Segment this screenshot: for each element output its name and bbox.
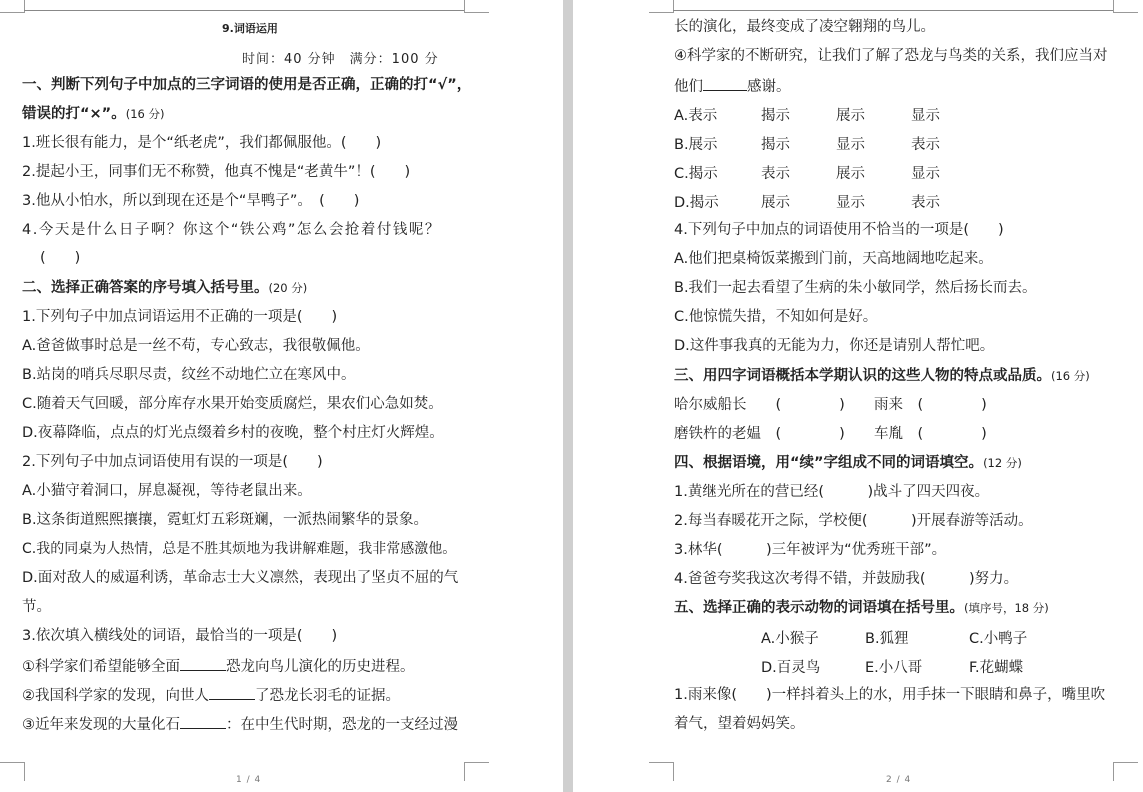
option-word: 揭示 <box>761 108 790 124</box>
question-1-4-bracket: ( ) <box>40 250 81 266</box>
animal-choice: D.百灵鸟 <box>761 660 821 676</box>
section-2-title-text: 二、选择正确答案的序号填入括号里。 <box>22 280 269 296</box>
question-5-1-cont: 着气，望着妈妈笑。 <box>674 716 805 732</box>
animal-choice: A.小猴子 <box>761 631 819 647</box>
person-row-2b: 车胤 ( ) <box>874 426 987 442</box>
person-row-1b: 雨来 ( ) <box>874 397 987 413</box>
blank-sentence-2: ②我国科学家的发现，向世人 了恐龙长羽毛的证据。 <box>22 684 400 706</box>
crop-mark <box>464 762 489 781</box>
animal-choice: B.狐狸 <box>865 631 909 647</box>
crop-mark <box>0 0 25 13</box>
option-word: 展示 <box>836 166 865 182</box>
option-2-4-d: D.这件事我真的无能为力，你还是请别人帮忙吧。 <box>674 338 995 354</box>
question-4-4: 4.爸爸夸奖我这次考得不错，并鼓励我( )努力。 <box>674 571 1019 587</box>
question-1-2: 2.提起小王，同事们无不称赞，他真不愧是“老黄牛”！( ) <box>22 164 411 180</box>
page-number: 1 / 4 <box>236 775 262 785</box>
option-2-1-a: A.爸爸做事时总是一丝不苟，专心致志，我很敬佩他。 <box>22 338 370 354</box>
option-2-1-b: B.站岗的哨兵尽职尽责，纹丝不动地伫立在寒风中。 <box>22 367 356 383</box>
section-5-title <box>674 598 1049 618</box>
section-4-score: (12 分) <box>983 456 1022 470</box>
question-1-3: 3.他从小怕水，所以到现在还是个“旱鸭子”。 ( ) <box>22 193 360 209</box>
question-4-1: 1.黄继光所在的营已经( )战斗了四天四夜。 <box>674 484 990 500</box>
section-3-score: (16 分) <box>1051 369 1090 383</box>
page-number: 2 / 4 <box>886 775 912 785</box>
question-1-1: 1.班长很有能力，是个“纸老虎”，我们都佩服他。( ) <box>22 135 382 151</box>
option-word: 展示 <box>761 195 790 211</box>
question-2-1: 1.下列句子中加点词语运用不正确的一项是( ) <box>22 309 338 325</box>
option-2-2-d-cont: 节。 <box>22 599 51 615</box>
blank-sentence-1: ①科学家们希望能够全面 恐龙向鸟儿演化的历史进程。 <box>22 655 415 677</box>
option-word: 显示 <box>911 166 940 182</box>
person-row-1a: 哈尔威船长 ( ) <box>674 397 845 413</box>
option-2-1-d: D.夜幕降临，点点的灯光点缀着乡村的夜晚，整个村庄灯火辉煌。 <box>22 425 444 441</box>
question-2-2: 2.下列句子中加点词语使用有误的一项是( ) <box>22 454 323 470</box>
time-score-info: 时间：40 分钟 满分：100 分 <box>242 52 439 67</box>
section-1-title-cont <box>22 104 164 124</box>
crop-mark <box>0 762 25 781</box>
section-3-title <box>674 366 1090 386</box>
option-word: 显示 <box>836 137 865 153</box>
crop-mark <box>1113 762 1138 781</box>
question-2-4: 4.下列句子中加点的词语使用不恰当的一项是( ) <box>674 222 1004 238</box>
section-5-score: (填序号，18 分) <box>964 601 1049 615</box>
blank-sentence-4-cont: 他们 感谢。 <box>674 75 791 97</box>
crop-mark <box>649 0 674 13</box>
question-4-2: 2.每当春暖花开之际，学校便( )开展春游等活动。 <box>674 513 1033 529</box>
header-line <box>673 10 1113 11</box>
fill-blank <box>703 75 747 91</box>
option-word: 显示 <box>836 195 865 211</box>
section-4-title <box>674 453 1022 473</box>
crop-mark <box>1113 0 1138 13</box>
option-2-2-b: B.这条街道熙熙攘攘，霓虹灯五彩斑斓，一派热闹繁华的景象。 <box>22 512 429 528</box>
option-word: B.展示 <box>674 137 718 153</box>
section-4-title-text: 四、根据语境，用“续”字组成不同的词语填空。 <box>674 455 984 471</box>
fill-blank <box>180 655 226 671</box>
fill-blank <box>180 713 226 729</box>
animal-choice: F.花蝴蝶 <box>969 660 1024 676</box>
question-4-3: 3.林华( )三年被评为“优秀班干部”。 <box>674 542 947 558</box>
person-row-2a: 磨铁杵的老媪 ( ) <box>674 426 845 442</box>
page-gap <box>563 0 573 792</box>
option-word: 展示 <box>836 108 865 124</box>
option-2-4-b: B.我们一起去看望了生病的朱小敏同学，然后扬长而去。 <box>674 280 1037 296</box>
blank-sentence-4: ④科学家的不断研究，让我们了解了恐龙与鸟类的关系，我们应当对 <box>674 48 1108 64</box>
document-page-2 <box>573 0 1143 792</box>
option-2-2-c: C.我的同桌为人热情，总是不胜其烦地为我讲解难题，我非常感激他。 <box>22 541 457 557</box>
header-line <box>24 10 464 11</box>
option-word: D.揭示 <box>674 195 719 211</box>
continued-sentence: 长的演化，最终变成了凌空翱翔的鸟儿。 <box>674 19 935 35</box>
option-word: A.表示 <box>674 108 718 124</box>
option-word: C.揭示 <box>674 166 718 182</box>
option-word: 表示 <box>911 137 940 153</box>
section-1-title: 一、判断下列句子中加点的三字词语的使用是否正确，正确的打“√”， <box>22 77 472 93</box>
option-word: 揭示 <box>761 137 790 153</box>
animal-choice: E.小八哥 <box>865 660 923 676</box>
option-word: 表示 <box>761 166 790 182</box>
option-2-1-c: C.随着天气回暖，部分库存水果开始变质腐烂，果农们心急如焚。 <box>22 396 443 412</box>
document-page-1 <box>0 0 563 792</box>
section-5-title-text: 五、选择正确的表示动物的词语填在括号里。 <box>674 600 964 616</box>
crop-mark <box>649 762 674 781</box>
crop-mark <box>464 0 489 13</box>
section-3-title-text: 三、用四字词语概括本学期认识的这些人物的特点或品质。 <box>674 368 1051 384</box>
document-title: 9.词语运用 <box>222 22 278 35</box>
blank-sentence-3: ③近年来发现的大量化石 ：在中生代时期，恐龙的一支经过漫 <box>22 713 458 735</box>
option-2-2-a: A.小猫守着洞口，屏息凝视，等待老鼠出来。 <box>22 483 312 499</box>
option-2-2-d: D.面对敌人的威逼利诱，革命志士大义凛然，表现出了坚贞不屈的气 <box>22 570 459 586</box>
question-1-4: 4.今天是什么日子啊？你这个“铁公鸡”怎么会抢着付钱呢？ <box>22 222 441 238</box>
option-word: 表示 <box>911 195 940 211</box>
option-2-4-a: A.他们把桌椅饭菜搬到门前，天高地阔地吃起来。 <box>674 251 993 267</box>
section-2-title <box>22 278 307 298</box>
question-2-3: 3.依次填入横线处的词语，最恰当的一项是( ) <box>22 628 338 644</box>
animal-choice: C.小鸭子 <box>969 631 1028 647</box>
section-1-score: (16 分) <box>125 107 165 121</box>
option-word: 显示 <box>911 108 940 124</box>
section-2-score: (20 分) <box>268 281 308 295</box>
option-2-4-c: C.他惊慌失措，不知如何是好。 <box>674 309 878 325</box>
section-1-title-text: 错误的打“×”。 <box>22 106 126 122</box>
fill-blank <box>209 684 255 700</box>
question-5-1: 1.雨来像( )一样抖着头上的水，用手抹一下眼睛和鼻子，嘴里吹 <box>674 687 1106 703</box>
